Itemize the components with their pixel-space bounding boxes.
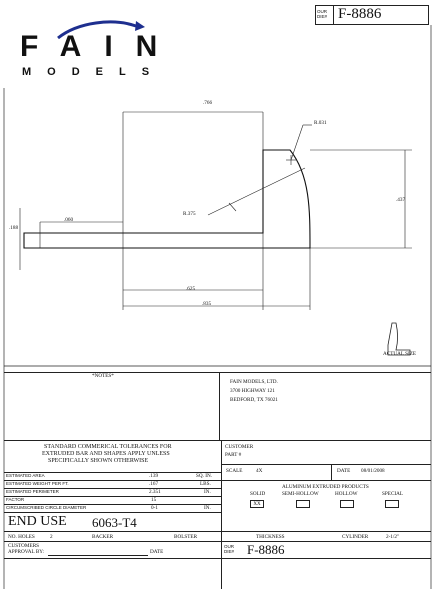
approval-label2: APPROVAL BY: [8,549,44,555]
weight-unit: LBS. [200,481,211,487]
weight-label: ESTIMATED WEIGHT PER FT. [6,481,69,486]
notes-divider [219,372,220,440]
scale-top-line [221,464,431,465]
special-checkbox[interactable] [385,500,399,508]
date-value: 08/01/2008 [361,468,385,474]
our-die-label-top: OUR DIE# [317,9,328,19]
no-holes-value: 2 [50,534,53,540]
perimeter-label: ESTIMATED PERIMETER [6,489,59,494]
dim-r375: R.375 [183,211,196,217]
perimeter-unit: IN. [204,489,211,495]
cylinder-value: 2-1/2" [386,534,400,540]
end-use-bottom-line [4,531,431,532]
product-solid-label: SOLID [250,491,266,497]
logo-brand-top: FAIN [20,30,181,63]
date-label: DATE [337,468,351,474]
products-title: ALUMINUM EXTRUDED PRODUCTS [282,484,369,490]
product-special-label: SPECIAL [382,491,404,497]
end-use-label: END USE [8,514,67,529]
notes-label: *NOTES* [92,373,114,379]
tolerance-top-line [4,440,431,441]
dim-625: .625 [186,286,196,292]
product-hollow-label: HOLLOW [335,491,358,497]
tolerance-divider [221,440,222,589]
hollow-checkbox[interactable] [340,500,354,508]
bolster-label: BOLSTER [174,534,198,540]
area-label: ESTIMATED AREA [6,473,45,478]
alloy-value: 6063-T4 [92,515,137,530]
dim-060: .060 [64,217,74,223]
dim-188: .188 [9,225,19,231]
customer-label: CUSTOMER [225,444,254,450]
approval-date-label: DATE [150,549,164,555]
semi-hollow-checkbox[interactable] [296,500,310,508]
approval-signature-line [48,555,148,556]
tolerance-line2: EXTRUDED BAR AND SHAPES APPLY UNLESS [42,451,170,457]
factor-label: FACTOR [6,497,25,502]
actual-size-label: ACTUAL SIZE [383,351,417,357]
spec-table [4,472,221,512]
cylinder-label: CYLINDER [342,534,369,540]
company-name: FAIN MODELS, LTD. [230,379,278,385]
tolerance-line1: STANDARD COMMERICAL TOLERANCES FOR [44,444,172,450]
bottom-row-line [4,541,431,542]
part-label: PART # [225,452,242,458]
area-unit: SQ. IN. [196,473,212,479]
backer-label: BACKER [92,534,114,540]
factor-value: 15 [151,497,157,503]
dim-835: .835 [202,301,212,307]
approval-label1: CUSTOMERS [8,543,40,549]
notes-top-line [4,372,431,373]
company-address2: BEDFORD, TX 76021 [230,397,278,403]
our-die-label-bottom: OUR DIE# [224,544,235,554]
bottom-border-line [4,558,431,559]
solid-checkbox[interactable]: XX [250,500,264,508]
scale-label: SCALE [226,468,243,474]
scale-date-divider [331,464,332,480]
die-number-bottom: F-8886 [247,542,285,557]
bottom-die-divider [221,541,222,558]
company-address1: 3700 HIGHWAY 121 [230,388,275,394]
die-number-top: F-8886 [338,6,382,22]
logo-brand-bottom: MODELS [22,66,166,78]
product-semi-hollow-label: SEMI-HOLLOW [282,491,319,497]
ccd-unit: IN. [204,505,211,511]
ccd-value: 0-1 [151,505,158,511]
dim-r031: R.031 [314,120,327,126]
area-value: .139 [149,473,159,479]
ccd-label: CIRCUMSCRIBED CIRCLE DIAMETER [6,505,87,510]
dim-437: .437 [396,197,406,203]
no-holes-label: NO. HOLES [8,534,35,540]
perimeter-value: 2.351 [149,489,161,495]
thickness-label: THICKNESS [256,534,285,540]
tolerance-line3: SPECIFICALLY SHOWN OTHERWISE [48,458,149,464]
scale-value: 4X [256,468,263,474]
weight-value: .167 [149,481,159,487]
dim-766: .766 [203,100,213,106]
scale-bottom-line [221,480,431,481]
